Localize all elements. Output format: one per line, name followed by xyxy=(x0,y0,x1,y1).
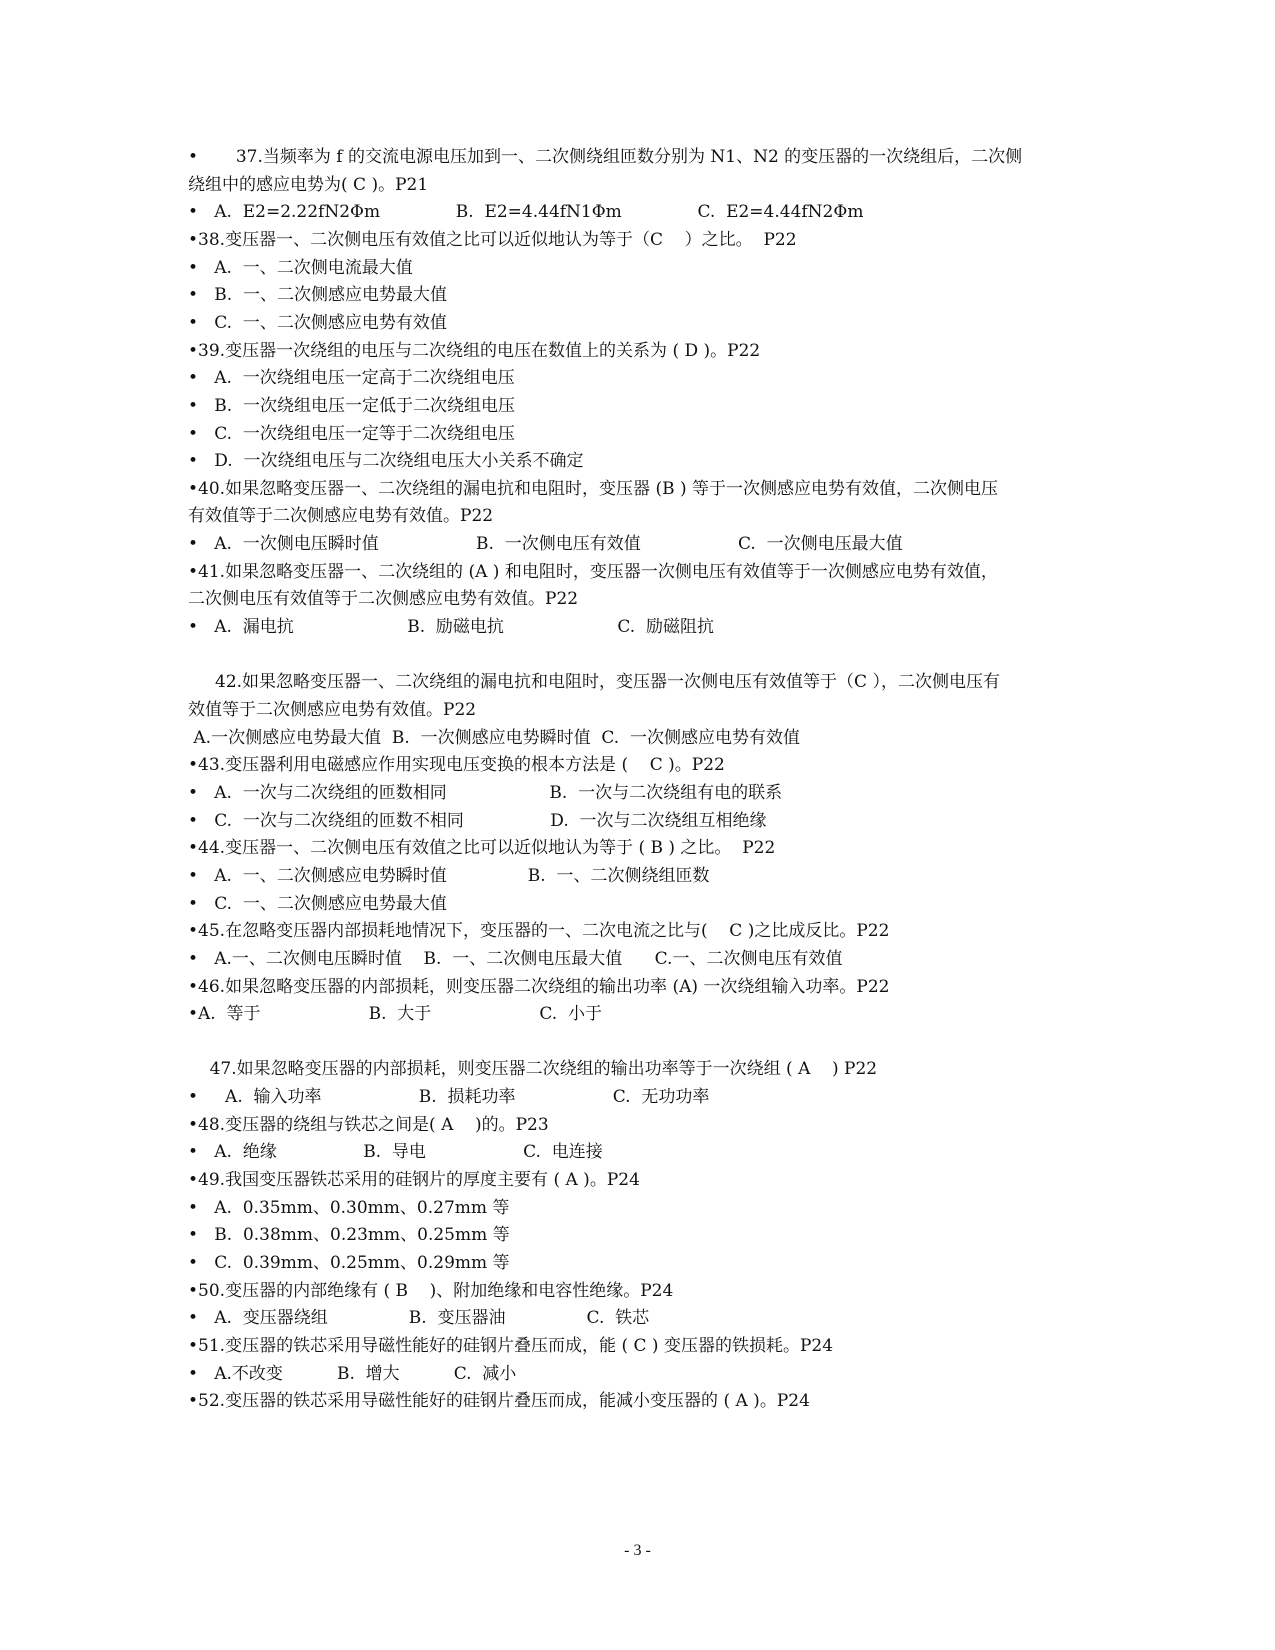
text-line: • A. 一次与二次绕组的匝数相同 B. 一次与二次绕组有电的联系 xyxy=(188,783,783,803)
text-line: • A. 一、二次侧感应电势瞬时值 B. 一、二次侧绕组匝数 xyxy=(188,866,710,886)
text-line: •43.变压器利用电磁感应作用实现电压变换的根本方法是 ( C )。P22 xyxy=(188,755,725,775)
text-line: 效值等于二次侧感应电势有效值。P22 xyxy=(188,700,477,720)
text-line: •38.变压器一、二次侧电压有效值之比可以近似地认为等于（C ）之比。 P22 xyxy=(188,230,797,250)
text-line: •44.变压器一、二次侧电压有效值之比可以近似地认为等于 ( B ) 之比。 P22 xyxy=(188,838,776,858)
text-line: • 37.当频率为 f 的交流电源电压加到一、二次侧绕组匝数分别为 N1、N2 的变压器的一次绕组后，二次侧 xyxy=(188,147,1023,167)
text-line: •50.变压器的内部绝缘有 ( B )、附加绝缘和电容性绝缘。P24 xyxy=(188,1281,674,1301)
text-line: • A.一、二次侧电压瞬时值 B. 一、二次侧电压最大值 C.一、二次侧电压有效值 xyxy=(188,949,843,969)
text-line: •46.如果忽略变压器的内部损耗，则变压器二次绕组的输出功率 (A) 一次绕组输入功率。P22 xyxy=(188,977,890,997)
text-line: • B. 0.38mm、0.23mm、0.25mm 等 xyxy=(188,1225,510,1245)
text-line: • A. 一次侧电压瞬时值 B. 一次侧电压有效值 C. 一次侧电压最大值 xyxy=(188,534,903,554)
text-line: • A.不改变 B. 增大 C. 减小 xyxy=(188,1364,517,1384)
text-line: •48.变压器的绕组与铁芯之间是( A )的。P23 xyxy=(188,1115,549,1135)
text-line: • B. 一次绕组电压一定低于二次绕组电压 xyxy=(188,396,515,416)
text-line: • A. 变压器绕组 B. 变压器油 C. 铁芯 xyxy=(188,1308,650,1328)
text-line: • D. 一次绕组电压与二次绕组电压大小关系不确定 xyxy=(188,451,584,471)
text-line: 42.如果忽略变压器一、二次绕组的漏电抗和电阻时，变压器一次侧电压有效值等于（C ），二次侧电压有 xyxy=(188,672,1000,692)
text-line: 绕组中的感应电势为( C )。P21 xyxy=(188,175,429,195)
text-line: 47.如果忽略变压器的内部损耗，则变压器二次绕组的输出功率等于一次绕组 ( A ) P22 xyxy=(188,1059,878,1079)
text-line: • B. 一、二次侧感应电势最大值 xyxy=(188,285,447,305)
text-line: •41.如果忽略变压器一、二次绕组的 (A ) 和电阻时，变压器一次侧电压有效值等于一次侧感应电势有效值， xyxy=(188,562,998,582)
text-line: •51.变压器的铁芯采用导磁性能好的硅钢片叠压而成，能 ( C ) 变压器的铁损耗。P24 xyxy=(188,1336,834,1356)
page-number: - 3 - xyxy=(624,1542,651,1559)
text-line: • A. 输入功率 B. 损耗功率 C. 无功功率 xyxy=(188,1087,710,1107)
text-line: • C. 一次与二次绕组的匝数不相同 D. 一次与二次绕组互相绝缘 xyxy=(188,811,767,831)
text-line: • A. 一次绕组电压一定高于二次绕组电压 xyxy=(188,368,515,388)
text-line: • A. E2=2.22fN2Φm B. E2=4.44fN1Φm C. E2=4.44fN2Φm xyxy=(188,202,864,222)
text-line: • C. 一、二次侧感应电势最大值 xyxy=(188,894,447,914)
text-line: •A. 等于 B. 大于 C. 小于 xyxy=(188,1004,602,1024)
text-line: A.一次侧感应电势最大值 B. 一次侧感应电势瞬时值 C. 一次侧感应电势有效值 xyxy=(188,728,801,748)
text-line: • A. 一、二次侧电流最大值 xyxy=(188,258,413,278)
text-line: • A. 绝缘 B. 导电 C. 电连接 xyxy=(188,1142,603,1162)
text-line: • A. 漏电抗 B. 励磁电抗 C. 励磁阻抗 xyxy=(188,617,715,637)
text-line: • A. 0.35mm、0.30mm、0.27mm 等 xyxy=(188,1198,510,1218)
text-line: •49.我国变压器铁芯采用的硅钢片的厚度主要有 ( A )。P24 xyxy=(188,1170,640,1190)
text-line: • C. 0.39mm、0.25mm、0.29mm 等 xyxy=(188,1253,510,1273)
text-line: •40.如果忽略变压器一、二次绕组的漏电抗和电阻时，变压器 (B ) 等于一次侧感应电势有效值，二次侧电压 xyxy=(188,479,999,499)
text-line: • C. 一次绕组电压一定等于二次绕组电压 xyxy=(188,424,515,444)
text-line: 有效值等于二次侧感应电势有效值。P22 xyxy=(188,506,494,526)
text-line: •52.变压器的铁芯采用导磁性能好的硅钢片叠压而成，能减小变压器的 ( A )。P24 xyxy=(188,1391,810,1411)
text-line: • C. 一、二次侧感应电势有效值 xyxy=(188,313,447,333)
text-line: •39.变压器一次绕组的电压与二次绕组的电压在数值上的关系为 ( D )。P22 xyxy=(188,341,761,361)
text-line: •45.在忽略变压器内部损耗地情况下，变压器的一、二次电流之比与( C )之比成反比。P22 xyxy=(188,921,890,941)
text-line: 二次侧电压有效值等于二次侧感应电势有效值。P22 xyxy=(188,589,579,609)
